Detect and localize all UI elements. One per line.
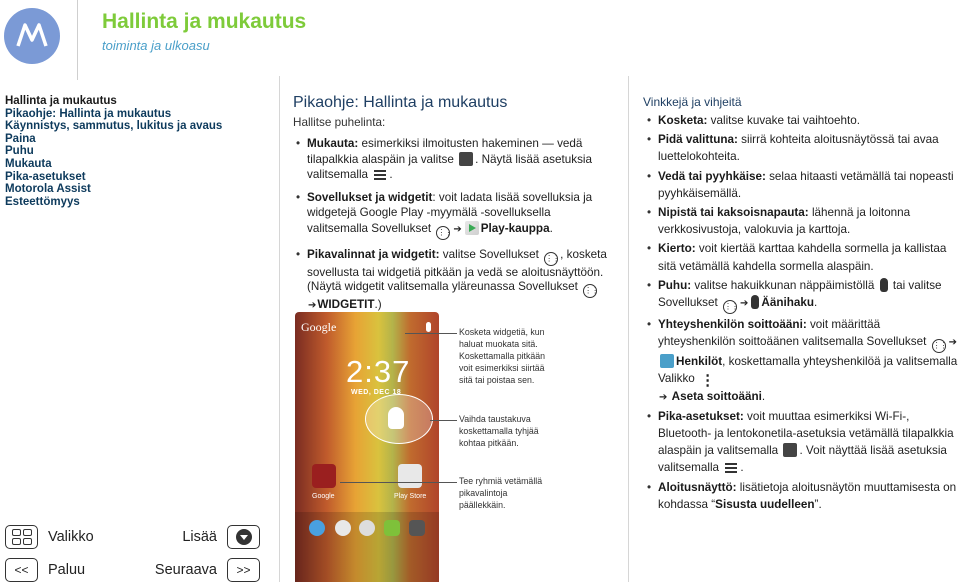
bullet-shortcuts xyxy=(293,248,613,314)
apps-icon xyxy=(723,300,737,314)
nav-item-kaynnistys[interactable]: Käynnistys, sammutus, lukitus ja avaus xyxy=(5,120,223,133)
arrow-icon: ➔ xyxy=(308,300,317,312)
bullet-text: esimerkiksi ilmoitusten hakeminen — vedä tilapalkkia alaspäin ja valitse xyxy=(307,137,583,166)
tip-term: Puhu: xyxy=(658,278,692,292)
tip-term: Pidä valittuna: xyxy=(658,133,738,147)
bullet-shortcuts-term: Pikavalinnat ja widgetit: xyxy=(307,247,440,261)
tip-text: , koskettamalla yhteyshenkilöä ja valitsemalla Valikko xyxy=(658,355,958,386)
toc-nav xyxy=(5,95,245,208)
apps-icon xyxy=(544,252,558,266)
page-title: Hallinta ja mukautus xyxy=(102,10,307,33)
bullet-customize-term: Mukauta: xyxy=(307,137,359,150)
nav-item-mukauta[interactable]: Mukauta xyxy=(5,157,52,170)
bullet-text: : voit ladata lisää sovelluksia ja widgetejä Google Play -myymälä -sovelluksella valitsemalla Sovellukset xyxy=(307,191,593,235)
tip-term: Yhteyshenkilön soittoääni: xyxy=(658,318,807,332)
menu-grid-icon xyxy=(5,525,38,549)
tip-text: tai valitse Sovellukset xyxy=(658,278,942,310)
bullet-text: .) xyxy=(374,298,382,312)
menu-label: Valikko xyxy=(48,529,94,545)
arrow-icon: ➔ xyxy=(453,223,462,235)
camera-icon xyxy=(409,520,425,536)
tip-home-screen xyxy=(643,479,959,513)
microphone-icon xyxy=(751,295,759,309)
phone-date: WED, DEC 18 xyxy=(351,389,402,396)
next-arrow-icon: >> xyxy=(227,558,260,582)
redecorate-link[interactable]: Sisusta uudelleen xyxy=(715,497,815,511)
voice-search-label: Äänihaku xyxy=(761,296,815,310)
play-store-app-icon xyxy=(398,464,422,488)
tip-text: ”. xyxy=(814,497,822,511)
tip-term: Aloitusnäyttö: xyxy=(658,480,737,494)
tip-text: . xyxy=(761,389,766,403)
people-label: Henkilöt xyxy=(676,355,723,369)
tip-drag xyxy=(643,168,959,202)
tip-touch xyxy=(643,112,959,129)
tip-term: Nipistä tai kaksoisnapauta: xyxy=(658,206,809,220)
callout-groups: Tee ryhmiä vetämällä pikavalintoja päällekkäin. xyxy=(459,476,543,510)
tip-text: . xyxy=(740,461,744,475)
nav-item-paina[interactable]: Paina xyxy=(5,132,36,145)
tip-quick-settings xyxy=(643,408,959,477)
microphone-icon xyxy=(880,278,888,292)
nav-item-hallinta[interactable]: Hallinta ja mukautus xyxy=(5,95,117,107)
google-app-icon xyxy=(312,464,336,488)
bullet-apps-term: Sovellukset ja widgetit xyxy=(307,191,433,205)
quickstart-intro: Hallitse puhelinta: xyxy=(293,116,386,129)
settings-sliders-icon xyxy=(724,460,738,474)
play-store-app-label: Play Store xyxy=(394,493,427,500)
tip-speak xyxy=(643,277,959,314)
bullet-text: . Näytä lisää asetuksia valitsemalla xyxy=(307,152,593,182)
bullet-text: . xyxy=(389,168,393,182)
menu-button[interactable] xyxy=(5,525,94,549)
play-store-label: Play-kauppa xyxy=(480,221,550,235)
more-label: Lisää xyxy=(182,529,217,545)
phone-app-icon xyxy=(309,520,325,536)
tips-list xyxy=(643,112,959,515)
callout-line xyxy=(405,333,457,334)
tip-pinch xyxy=(643,204,959,238)
apps-icon xyxy=(583,284,597,298)
tip-text: . xyxy=(814,296,818,310)
set-ringtone-label: Aseta soittoääni xyxy=(671,389,762,403)
nav-item-puhu[interactable]: Puhu xyxy=(5,145,34,158)
quick-settings-icon xyxy=(459,152,473,166)
more-button[interactable] xyxy=(182,525,260,549)
motorola-logo-icon xyxy=(4,8,60,64)
people-icon xyxy=(660,354,674,368)
back-button[interactable] xyxy=(5,558,85,582)
next-label: Seuraava xyxy=(154,562,217,578)
column-divider-right xyxy=(628,76,629,582)
play-store-icon xyxy=(465,221,479,235)
google-search-bar: Google xyxy=(301,320,337,334)
quick-settings-icon xyxy=(783,443,797,457)
tip-text: valitse hakuikkunan näppäimistöllä xyxy=(691,278,878,292)
next-button[interactable] xyxy=(155,558,260,582)
nav-row xyxy=(5,557,260,582)
callout-wallpaper: Vaihda taustakuva koskettamalla tyhjää kohtaa pitkään. xyxy=(459,414,539,448)
callout-line xyxy=(430,420,457,421)
tip-hold xyxy=(643,131,959,165)
tip-term: Pika-asetukset: xyxy=(658,409,744,423)
bullet-customize xyxy=(293,137,613,183)
tip-term: Kosketa: xyxy=(658,114,708,127)
quickstart-list xyxy=(293,137,613,322)
tip-text: . Voit näyttää lisää asetuksia valitsemalla xyxy=(658,444,947,475)
bullet-apps-widgets xyxy=(293,191,613,239)
callout-line xyxy=(340,482,457,483)
nav-item-esteettomyys[interactable]: Esteettömyys xyxy=(5,195,80,208)
phone-home-screen-image xyxy=(295,312,439,582)
tip-text: selaa hitaasti vetämällä tai nopeasti pyyhkäisemällä. xyxy=(658,169,954,200)
apps-icon xyxy=(436,226,450,240)
nav-item-pikaohje[interactable]: Pikaohje: Hallinta ja mukautus xyxy=(5,107,172,120)
tip-term: Kierto: xyxy=(658,242,696,256)
bullet-text: valitse Sovellukset xyxy=(439,247,543,261)
arrow-icon: ➔ xyxy=(948,337,957,349)
tip-text: valitse kuvake tai vaihtoehto. xyxy=(707,114,861,127)
menu-row xyxy=(5,524,260,550)
tip-text: lähennä ja loitonna verkkosivustoja, valokuvia ja karttoja. xyxy=(658,206,911,237)
apps-launcher-icon xyxy=(359,520,375,536)
tip-term: Vedä tai pyyhkäise: xyxy=(658,169,766,183)
nav-item-pika-asetukset[interactable]: Pika-asetukset xyxy=(5,170,86,183)
back-label: Paluu xyxy=(48,562,86,578)
column-divider-left xyxy=(279,76,280,582)
phone-clock: 2:37 xyxy=(346,354,411,389)
header-divider xyxy=(77,0,78,80)
chrome-icon xyxy=(335,520,351,536)
tip-text: voit määrittää yhteyshenkilön soittoäänen valitsemalla Sovellukset xyxy=(658,318,930,349)
settings-sliders-icon xyxy=(373,167,387,181)
menu-dots-icon xyxy=(700,373,705,387)
arrow-icon: ➔ xyxy=(740,298,749,310)
arrow-icon: ➔ xyxy=(659,391,668,403)
nav-item-motorola-assist[interactable]: Motorola Assist xyxy=(5,183,91,196)
page-subtitle: toiminta ja ulkoasu xyxy=(102,38,210,53)
bullet-text: , kosketa sovellusta tai widgetiä pitkään ja vedä se aloitusnäyttöön. (Näytä widgetit valitsemalla yläreunassa Sovellukset xyxy=(307,247,607,294)
touch-hand-icon xyxy=(365,394,433,444)
apps-icon xyxy=(932,339,946,353)
widgets-label: WIDGETIT xyxy=(317,298,375,312)
tip-text: voit muuttaa esimerkiksi Wi-Fi-, Bluetooth- ja lentokonetila-asetuksia vetämällä tilapalkkia alaspäin ja valitsemalla xyxy=(658,409,954,458)
tip-rotate xyxy=(643,240,959,274)
tip-text: siirrä kohteita aloitusnäytössä tai avaa luettelokohteita. xyxy=(658,133,939,164)
google-app-label: Google xyxy=(312,493,335,500)
back-arrow-icon: << xyxy=(5,558,38,582)
quickstart-title: Pikaohje: Hallinta ja mukautus xyxy=(293,94,508,111)
more-chevron-icon xyxy=(227,525,260,549)
tip-ringtone xyxy=(643,316,959,406)
tip-text: voit kiertää karttaa kahdella sormella ja kallistaa sitä vetämällä kahdella sormella alaspäin. xyxy=(658,242,947,273)
callout-widget: Kosketa widgetiä, kun haluat muokata sitä. Koskettamalla pitkään voit esimerkiksi siirtää sitä tai poistaa sen. xyxy=(459,327,546,385)
bullet-text: . xyxy=(549,221,553,235)
messages-icon xyxy=(384,520,400,536)
tips-title: Vinkkejä ja vihjeitä xyxy=(643,95,742,109)
phone-mic-icon xyxy=(426,322,431,332)
tip-text: lisätietoja aloitusnäytön muuttamisesta on kohdassa “ xyxy=(658,480,957,511)
